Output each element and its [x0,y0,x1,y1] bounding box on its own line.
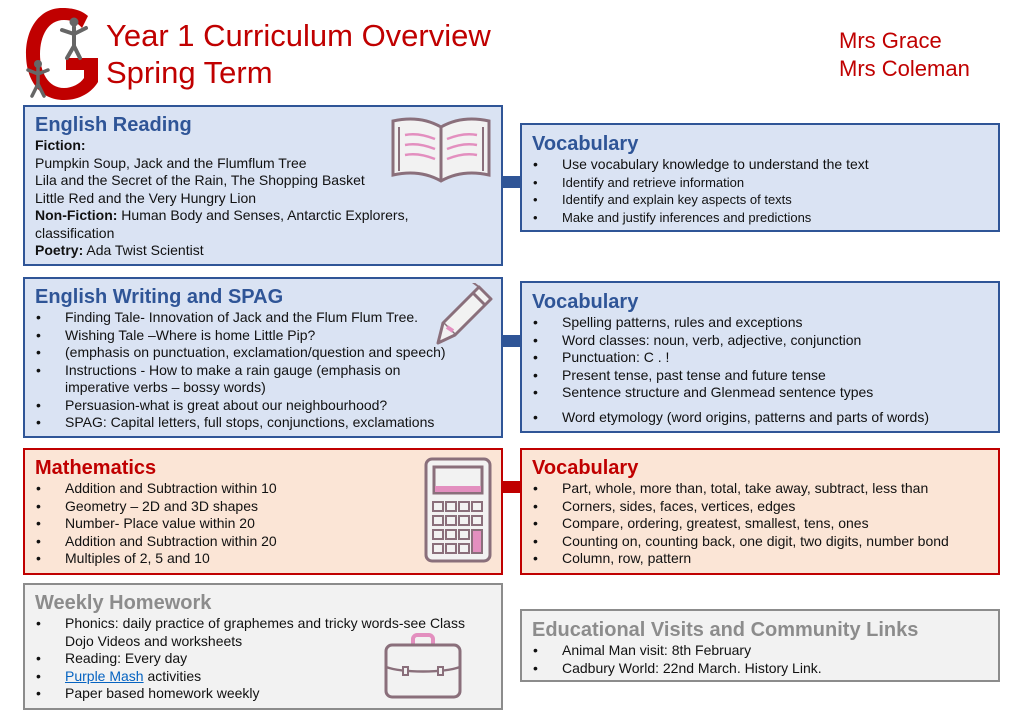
fiction-line: Pumpkin Soup, Jack and the Flumflum Tree [35,154,307,171]
teacher-names [839,27,970,83]
reading-vocabulary-title: Vocabulary [532,133,639,155]
list-item: • Present tense, past tense and future tense [532,367,988,385]
title-line-1: Year 1 Curriculum Overview [106,18,491,53]
list-item: • (emphasis on punctuation, exclamation/question and speech) [35,344,491,362]
homework-panel [23,583,503,710]
nonfiction-text: Human Body and Senses, Antarctic Explorers, classification [35,207,409,241]
english-reading-title: English Reading [35,114,192,136]
teacher-name: Mrs Grace [839,28,942,53]
mathematics-panel [23,448,503,575]
school-logo [22,6,102,102]
maths-vocabulary-panel [520,448,1000,575]
list-item: • Spelling patterns, rules and exceptions [532,314,988,332]
writing-vocabulary-panel [520,281,1000,433]
connector-maths [502,481,522,493]
list-item: • SPAG: Capital letters, full stops, conjunctions, exclamations [35,414,491,432]
connector-writing [502,335,522,347]
english-writing-title: English Writing and SPAG [35,286,284,308]
list-item: • Use vocabulary knowledge to understand the text [532,156,988,174]
list-item: • Sentence structure and Glenmead sentence types [532,384,988,402]
fiction-line: Little Red and the Very Hungry Lion [35,189,257,206]
maths-vocabulary-list [532,480,988,568]
list-item: • Persuasion-what is great about our neighbourhood? [35,397,491,415]
list-item: • Instructions - How to make a rain gauge (emphasis on imperative verbs – bossy words) [35,362,445,397]
list-item: • Animal Man visit: 8th February [532,642,988,660]
list-item: • Addition and Subtraction within 20 [35,533,491,551]
reading-vocabulary-panel [520,123,1000,232]
list-item: • Column, row, pattern [532,550,988,568]
list-item: • Compare, ordering, greatest, smallest, tens, ones [532,515,988,533]
pen-icon [435,283,495,347]
visits-list [532,642,988,677]
briefcase-icon [383,633,463,701]
mathematics-title: Mathematics [35,457,157,479]
list-item: • Finding Tale- Innovation of Jack and the Flum Flum Tree. [35,309,491,327]
reading-vocabulary-list [532,156,988,226]
teacher-name: Mrs Coleman [839,56,970,81]
nonfiction-label: Non-Fiction: [35,207,118,223]
list-item: • Word etymology (word origins, patterns and parts of words) [532,409,988,427]
nonfiction-line [35,207,445,242]
list-item: • Wishing Tale –Where is home Little Pip? [35,327,491,345]
fiction-label: Fiction: [35,137,86,153]
list-item: • Multiples of 2, 5 and 10 [35,550,491,568]
english-writing-list [35,309,491,432]
poetry-label: Poetry: [35,242,84,258]
list-item: • Identify and retrieve information [532,174,988,192]
list-item: • Identify and explain key aspects of texts [532,191,988,209]
title-line-2: Spring Term [106,55,273,90]
list-item: • Phonics: daily practice of graphemes and tricky words-see Class Dojo Videos and worksheets [35,615,495,650]
list-item: • Word classes: noun, verb, adjective, conjunction [532,332,988,350]
poetry-text: Ada Twist Scientist [83,242,204,258]
list-item: • Punctuation: C . ! [532,349,988,367]
writing-vocabulary-title: Vocabulary [532,291,639,313]
purple-mash-link[interactable]: Purple Mash [65,667,144,684]
calculator-icon [423,456,493,564]
english-writing-panel [23,277,503,438]
english-reading-panel [23,105,503,266]
poetry-line [35,242,491,260]
purple-mash-rest: activities [143,667,202,684]
open-book-icon [389,113,493,187]
list-item: • Paper based homework weekly [35,685,491,703]
list-item: • Cadbury World: 22nd March. History Link. [532,660,988,678]
writing-vocabulary-list [532,314,988,426]
connector-reading [502,176,522,188]
list-item: • Addition and Subtraction within 10 [35,480,491,498]
list-item: • Corners, sides, faces, vertices, edges [532,498,988,516]
visits-panel [520,609,1000,682]
page-title [106,17,491,91]
list-item: • Reading: Every day [35,650,491,668]
list-item: • Make and justify inferences and predictions [532,209,988,227]
visits-title: Educational Visits and Community Links [532,619,919,641]
logo-g-icon [22,6,102,102]
fiction-line: Lila and the Secret of the Rain, The Shopping Basket [35,172,365,188]
list-item: • Number- Place value within 20 [35,515,491,533]
homework-title: Weekly Homework [35,592,212,614]
list-item: • Counting on, counting back, one digit, two digits, number bond [532,533,988,551]
list-item: • Geometry – 2D and 3D shapes [35,498,491,516]
maths-vocabulary-title: Vocabulary [532,457,639,479]
list-item: • Part, whole, more than, total, take away, subtract, less than [532,480,988,498]
